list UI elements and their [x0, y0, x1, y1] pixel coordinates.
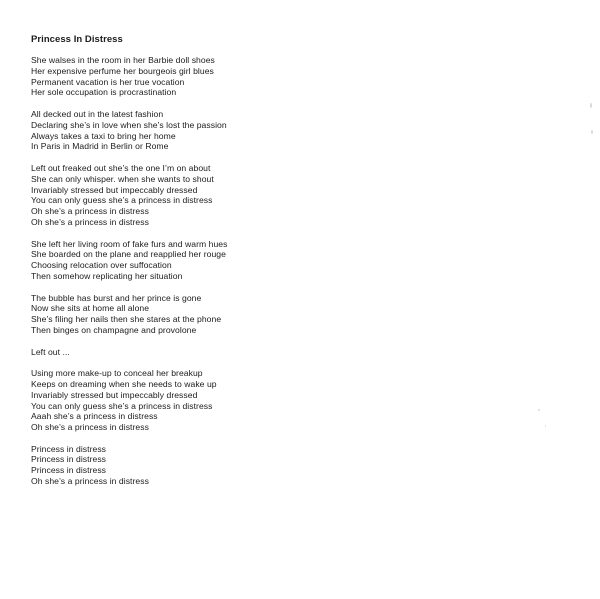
lyric-line: Invariably stressed but impeccably dressed — [31, 184, 198, 195]
stanza — [31, 55, 351, 98]
lyric-line: Using more make-up to conceal her breakup — [31, 368, 203, 379]
lyric-line: She’s filing her nails then she stares at the phone — [31, 314, 222, 325]
lyric-line: Oh she’s a princess in distress — [31, 422, 149, 433]
lyric-line: Her sole occupation is procrastination — [31, 87, 177, 98]
lyric-line: Invariably stressed but impeccably dressed — [31, 389, 198, 400]
lyric-line: All decked out in the latest fashion — [31, 108, 164, 119]
lyric-line: She left her living room of fake furs and warm hues — [31, 238, 228, 249]
song-title: Princess In Distress — [31, 34, 123, 45]
lyric-line: You can only guess she’s a princess in distress — [31, 195, 213, 206]
print-speck — [591, 130, 593, 134]
lyric-line: Left out freaked out she’s the one I’m on about — [31, 162, 211, 173]
lyric-line: Always takes a taxi to bring her home — [31, 130, 176, 141]
print-speck — [590, 103, 592, 108]
lyric-line: Choosing relocation over suffocation — [31, 260, 172, 271]
lyric-line: Then somehow replicating her situation — [31, 270, 183, 281]
lyric-line: Oh she’s a princess in distress — [31, 476, 149, 487]
print-speck — [545, 425, 546, 427]
lyric-line: Princess in distress — [31, 454, 107, 465]
lyric-line: Princess in distress — [31, 443, 107, 454]
stanza — [31, 239, 351, 282]
lyric-line: Permanent vacation is her true vocation — [31, 76, 185, 87]
stanza — [31, 347, 351, 358]
stanza — [31, 293, 351, 336]
lyric-line: In Paris in Madrid in Berlin or Rome — [31, 141, 169, 152]
lyric-line: She boarded on the plane and reapplied her rouge — [31, 249, 226, 260]
lyrics-body — [31, 55, 351, 498]
stanza — [31, 109, 351, 152]
lyric-line: She walses in the room in her Barbie doll shoes — [31, 55, 215, 65]
lyric-line: Her expensive perfume her bourgeois girl blues — [31, 65, 214, 76]
lyric-line: She can only whisper. when she wants to shout — [31, 173, 214, 184]
lyric-line: The bubble has burst and her prince is gone — [31, 292, 202, 303]
lyric-line: Left out ... — [31, 346, 70, 357]
lyric-line: Aaah she’s a princess in distress — [31, 411, 158, 422]
stanza — [31, 163, 351, 228]
lyric-line: Then binges on champagne and provolone — [31, 324, 197, 335]
print-speck — [538, 409, 540, 411]
lyric-line: Oh she’s a princess in distress — [31, 206, 149, 217]
stanza — [31, 444, 351, 487]
lyric-line: Declaring she’s in love when she’s lost the passion — [31, 119, 227, 130]
lyric-line: Keeps on dreaming when she needs to wake up — [31, 378, 217, 389]
lyric-line: You can only guess she’s a princess in distress — [31, 400, 213, 411]
lyric-line: Oh she’s a princess in distress — [31, 216, 149, 227]
stanza — [31, 368, 351, 433]
lyric-line: Now she sits at home all alone — [31, 303, 150, 314]
lyric-line: Princess in distress — [31, 465, 107, 476]
